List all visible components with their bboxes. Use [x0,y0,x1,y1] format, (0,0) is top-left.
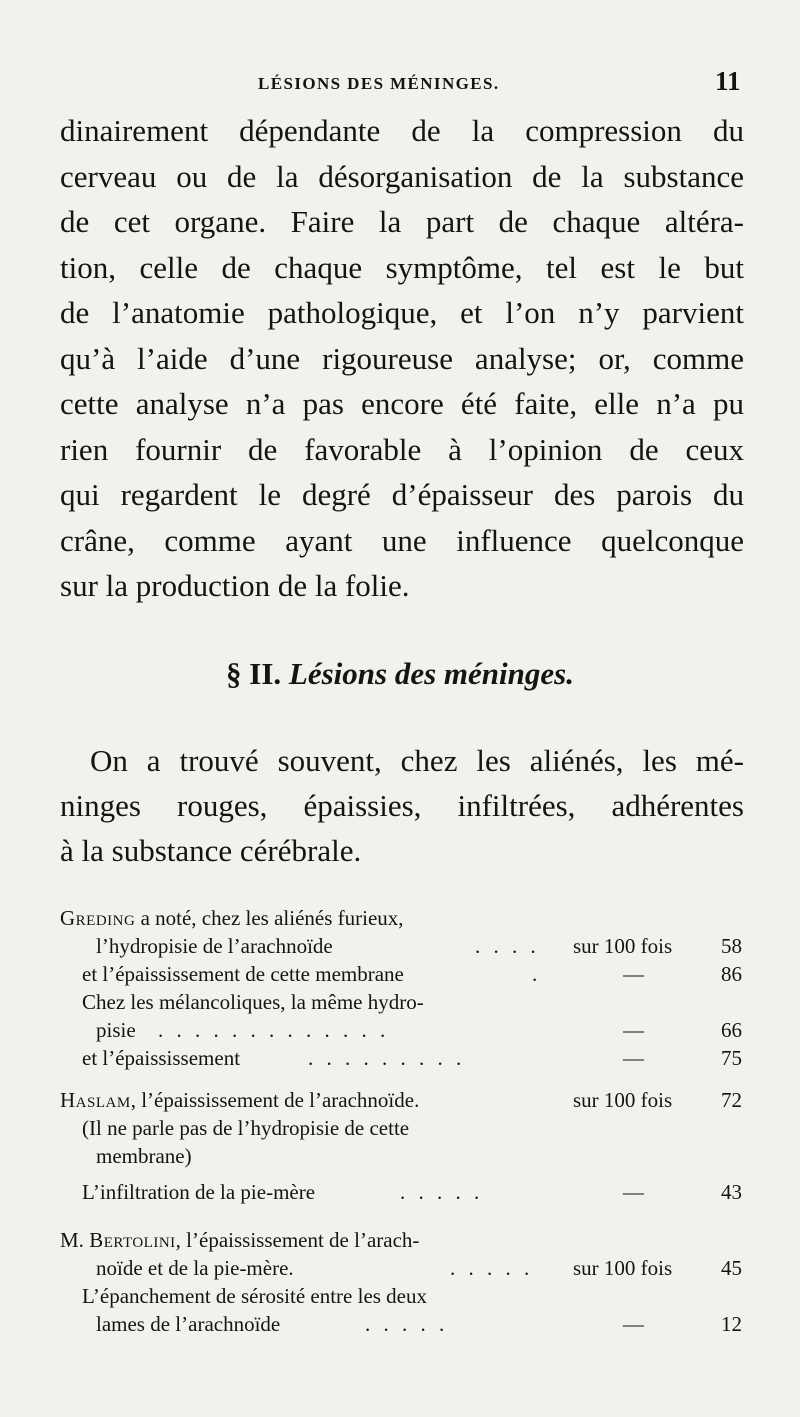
row-label: Chez les mélancoliques, la même hydro- [82,990,424,1014]
table-row [60,960,750,988]
row-label: l’hydropisie de l’arachnoïde [96,934,333,958]
note-text: membrane) [96,1144,192,1168]
row-label: pisie [96,1018,136,1042]
section-number: § II. [226,656,282,691]
greding-block [60,904,750,1072]
section-heading [0,656,800,692]
row-label: , l’épaississement de l’arachnoïde. [130,1088,420,1112]
statistics-table [60,904,750,1352]
leader-dots: . . . . [475,934,540,958]
text-line: rien fournir de favorable à l’opinion de ceux [60,431,744,467]
ditto-dash: — [623,1018,644,1042]
text-line: crâne, comme ayant une influence quelconque [60,522,744,558]
leader-dots: . . . . . [450,1256,534,1280]
table-row [60,1254,750,1282]
row-value: 58 [721,934,742,958]
table-row [60,904,750,932]
text-line: tion, celle de chaque symptôme, tel est le but [60,249,744,285]
table-row [60,1044,750,1072]
table-row [60,1282,750,1310]
text-line: qu’à l’aide d’une rigoureuse analyse; or, comme [60,340,744,376]
text-line: sur la production de la folie. [60,568,410,603]
text-line: ninges rouges, épaissies, infiltrées, adhérentes [60,788,744,823]
row-label: et l’épaississement de cette membrane [82,962,404,986]
running-head: LÉSIONS DES MÉNINGES. [258,74,500,93]
text-line: de l’anatomie pathologique, et l’on n’y parvient [60,295,744,330]
row-value: 66 [721,1018,742,1042]
leader-dots: . . . . . [400,1180,484,1204]
table-row [60,988,750,1016]
text-line: de cet organe. Faire la part de chaque altéra- [60,204,744,239]
table-row [60,1310,750,1338]
row-value: 45 [721,1256,742,1280]
row-value: 43 [721,1180,742,1204]
table-row [60,1142,750,1170]
leader-dots: . . . . . . . . . [308,1046,466,1070]
row-label: et l’épaississement [82,1046,241,1070]
bertolini-block [60,1226,750,1338]
author-prefix: M. [60,1228,90,1252]
text-line: cerveau ou de la désorganisation de la substance [60,158,744,194]
row-label: L’épanchement de sérosité entre les deux [82,1284,428,1308]
author-name: Greding [60,906,136,930]
row-value: 72 [721,1088,742,1112]
paragraph-continued [60,108,744,609]
ditto-dash: — [623,1312,644,1336]
row-value: 75 [721,1046,742,1070]
row-label: L’infiltration de la pie-mère [82,1180,316,1204]
leader-dots: . . . . . . . . . . . . . [158,1018,390,1042]
ditto-dash: — [623,962,644,986]
paragraph-intro [60,738,744,873]
row-value: 12 [721,1312,742,1336]
table-row [60,932,750,960]
note-text: (Il ne parle pas de l’hydropisie de cette [82,1116,410,1140]
leader-dots: . [532,962,542,986]
haslam-block [60,1086,750,1206]
text-line: cette analyse n’a pas encore été faite, elle n’a pu [60,386,744,421]
table-row [60,1226,750,1254]
text-line: dinairement dépendante de la compression du [60,113,744,148]
author-name: Bertolini [89,1228,176,1252]
table-row [60,1086,750,1114]
table-row [60,1016,750,1044]
text-line: On a trouvé souvent, chez les aliénés, les mé- [90,743,744,778]
row-label: noïde et de la pie-mère. [96,1256,294,1280]
text-line: qui regardent le degré d’épaisseur des parois du [60,477,744,512]
row-value: 86 [721,962,742,986]
page-number: 11 [715,66,741,96]
ratio-label: sur 100 fois [573,934,673,958]
table-row [60,1114,750,1142]
ratio-label: sur 100 fois [573,1088,673,1112]
text-line: à la substance cérébrale. [60,833,362,868]
ditto-dash: — [623,1046,644,1070]
ratio-label: sur 100 fois [573,1256,673,1280]
ditto-dash: — [623,1180,644,1204]
table-row [60,1178,750,1206]
section-title: Lésions des méninges. [288,656,574,691]
row-label: lames de l’arachnoïde [96,1312,281,1336]
row-label: a noté, chez les aliénés furieux, [135,906,404,930]
author-name: Haslam [60,1088,131,1112]
leader-dots: . . . . . [365,1312,449,1336]
row-label: , l’épaississement de l’arach- [175,1228,420,1252]
